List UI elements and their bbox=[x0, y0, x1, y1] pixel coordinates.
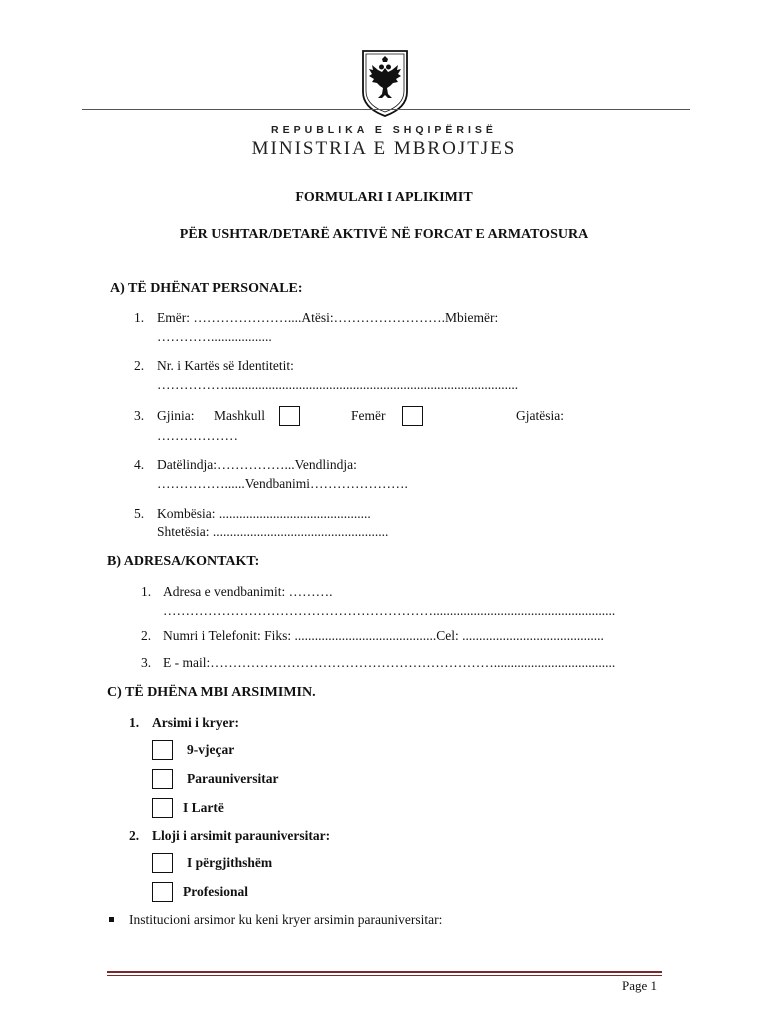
item-number: 2. bbox=[134, 358, 145, 373]
female-checkbox[interactable] bbox=[402, 406, 423, 426]
form-subtitle: PËR USHTAR/DETARË AKTIVË NË FORCAT E ARMATOSURA bbox=[179, 227, 589, 242]
address-field[interactable]: ……………………………………………………...................................................... bbox=[163, 603, 616, 618]
email-field[interactable]: E - mail:……………………………………………………….................................... bbox=[163, 655, 616, 670]
item-number: 3. bbox=[134, 408, 145, 423]
option-9-vjecar-checkbox[interactable] bbox=[152, 740, 173, 760]
phone-fields[interactable]: Numri i Telefonit: Fiks: ..........................................Cel: .......................................... bbox=[163, 628, 604, 643]
height-label: Gjatësia: bbox=[516, 408, 564, 423]
item-number: 2. bbox=[129, 828, 140, 843]
country-name: REPUBLIKA E SHQIPËRISË bbox=[271, 124, 497, 136]
option-profesional-checkbox[interactable] bbox=[152, 882, 173, 902]
item-number: 2. bbox=[141, 628, 152, 643]
surname-field-continuation[interactable]: ………….................. bbox=[157, 329, 272, 344]
item-number: 1. bbox=[129, 715, 140, 730]
option-i-pergjithshem-label: I përgjithshëm bbox=[187, 855, 273, 870]
section-a-heading: A) TË DHËNAT PERSONALE: bbox=[110, 281, 303, 296]
citizenship-field[interactable]: Shtetësia: .................................................... bbox=[157, 524, 389, 539]
height-field[interactable]: ……………… bbox=[157, 428, 238, 443]
male-label: Mashkull bbox=[214, 408, 266, 423]
id-card-field[interactable]: ……………....................................................................................... bbox=[157, 377, 519, 392]
header-rule bbox=[82, 109, 690, 110]
footer-rule-thin bbox=[107, 975, 662, 976]
male-checkbox[interactable] bbox=[279, 406, 300, 426]
option-i-larte-label: I Lartë bbox=[183, 800, 224, 815]
ministry-name: MINISTRIA E MBROJTJES bbox=[251, 138, 517, 159]
bullet-icon bbox=[109, 917, 114, 922]
name-fields[interactable]: Emër: …………………....Atësi:…………………….Mbiemër: bbox=[157, 310, 499, 325]
option-i-pergjithshem-checkbox[interactable] bbox=[152, 853, 173, 873]
section-b-heading: B) ADRESA/KONTAKT: bbox=[107, 554, 260, 569]
option-parauniversitar-checkbox[interactable] bbox=[152, 769, 173, 789]
female-label: Femër bbox=[351, 408, 386, 423]
id-card-label: Nr. i Kartës së Identitetit: bbox=[157, 358, 294, 373]
residence-field[interactable]: ……………......Vendbanimi…………………. bbox=[157, 476, 408, 491]
option-parauniversitar-label: Parauniversitar bbox=[187, 771, 279, 786]
birth-fields[interactable]: Datëlindja:……………...Vendlindja: bbox=[157, 457, 357, 472]
option-9-vjecar-label: 9-vjeçar bbox=[187, 742, 235, 757]
footer-rule bbox=[107, 971, 662, 973]
page-number: Page 1 bbox=[622, 978, 658, 993]
item-number: 1. bbox=[134, 310, 145, 325]
education-level-label: Arsimi i kryer: bbox=[152, 715, 239, 730]
ministry-emblem bbox=[360, 48, 410, 118]
option-profesional-label: Profesional bbox=[183, 884, 248, 899]
gender-label: Gjinia: bbox=[157, 408, 195, 423]
nationality-field[interactable]: Kombësia: ............................................. bbox=[157, 506, 371, 521]
section-c-heading: C) TË DHËNA MBI ARSIMIMIN. bbox=[107, 685, 316, 700]
item-number: 1. bbox=[141, 584, 152, 599]
option-i-larte-checkbox[interactable] bbox=[152, 798, 173, 818]
item-number: 5. bbox=[134, 506, 145, 521]
form-title: FORMULARI I APLIKIMIT bbox=[295, 190, 473, 205]
item-number: 3. bbox=[141, 655, 152, 670]
address-label[interactable]: Adresa e vendbanimit: ………. bbox=[163, 584, 333, 599]
item-number: 4. bbox=[134, 457, 145, 472]
institution-label: Institucioni arsimor ku keni kryer arsimin parauniversitar: bbox=[129, 912, 443, 927]
secondary-type-label: Lloji i arsimit parauniversitar: bbox=[152, 828, 331, 843]
